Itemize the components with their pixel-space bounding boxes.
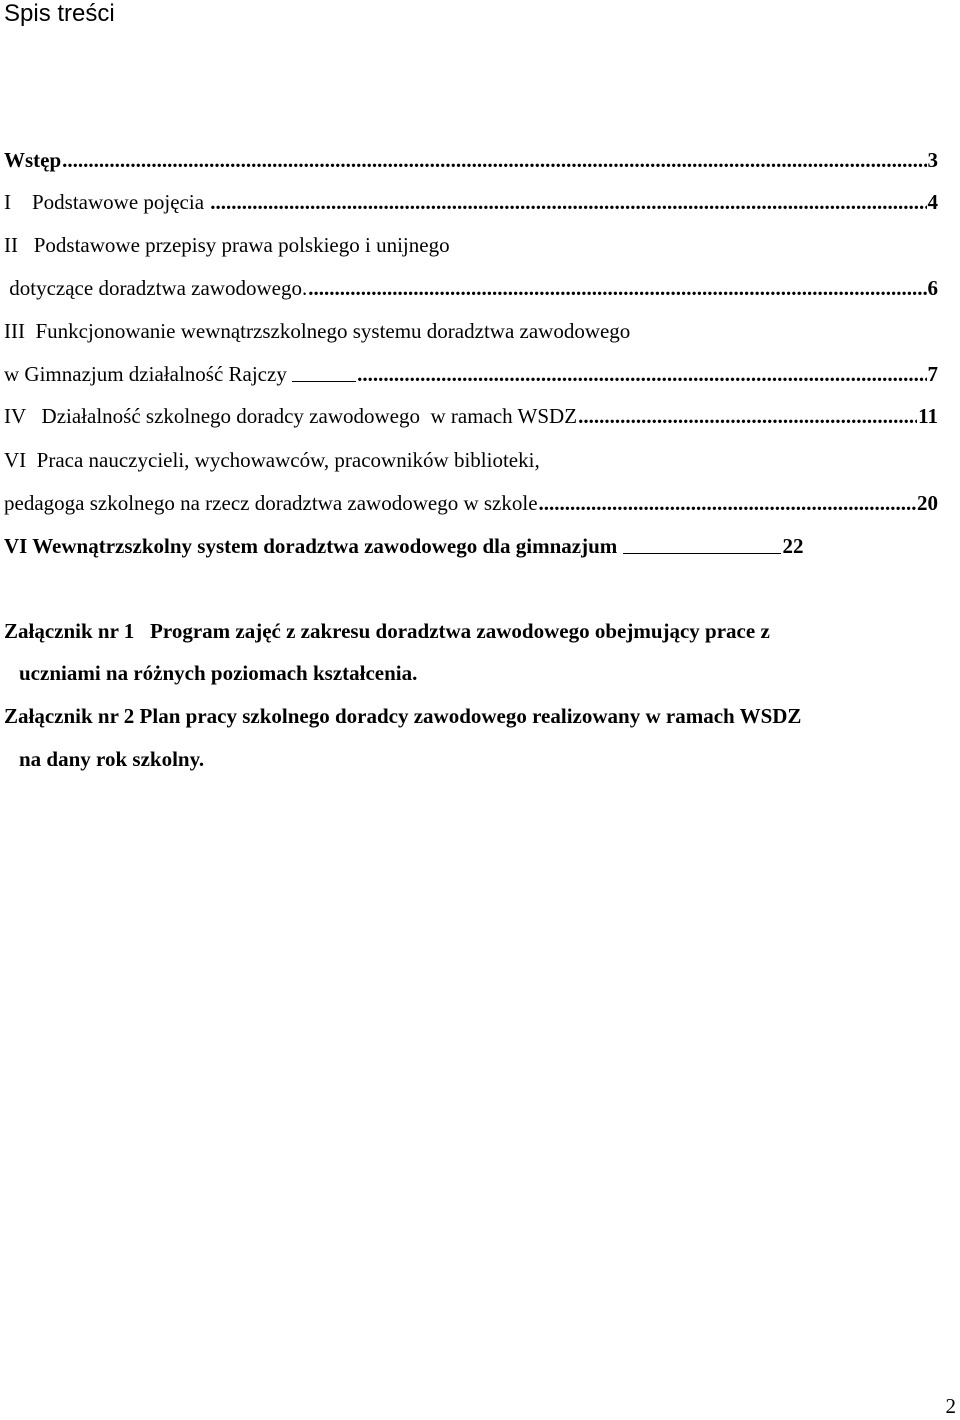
toc-underline-gap (623, 553, 781, 554)
toc-page-number: 7 (927, 362, 938, 386)
toc-page-number: 3 (927, 148, 938, 172)
appendix-2-line-2: na dany rok szkolny. (19, 747, 205, 771)
toc-entry-title: I Podstawowe pojęcia (4, 190, 210, 214)
appendix-1-line-2: uczniami na różnych poziomach kształcenia. (19, 661, 418, 685)
page-number: 2 (945, 1394, 956, 1418)
toc-entry-chapter-3-line-2[interactable] (4, 362, 938, 386)
toc-entry-chapter-6[interactable] (4, 534, 938, 558)
toc-entry-title: pedagoga szkolnego na rzecz doradztwa zawodowego w szkole (4, 491, 538, 515)
toc-page-number: 22 (782, 534, 804, 558)
toc-dot-leader (210, 190, 926, 214)
appendix-2-line-1: Załącznik nr 2 Plan pracy szkolnego doradcy zawodowego realizowany w ramach WSDZ (4, 704, 802, 728)
toc-entry-title: Wstęp (4, 148, 62, 172)
toc-entry-chapter-5-line-1[interactable]: VI Praca nauczycieli, wychowawców, pracowników biblioteki, (4, 448, 540, 472)
toc-page-number: 6 (927, 276, 938, 300)
toc-entry-chapter-3-line-1[interactable]: III Funkcjonowanie wewnątrzszkolnego systemu doradztwa zawodowego (4, 319, 631, 343)
appendix-1-line-1: Załącznik nr 1 Program zajęć z zakresu doradztwa zawodowego obejmujący prace z (4, 619, 770, 643)
toc-dot-leader (539, 491, 916, 515)
toc-entry-title: IV Działalność szkolnego doradcy zawodowego w ramach WSDZ (4, 404, 578, 428)
toc-page-number: 4 (927, 190, 938, 214)
toc-entry-chapter-2-line-2[interactable] (4, 276, 938, 300)
toc-entry-chapter-4[interactable] (4, 404, 938, 428)
toc-dot-leader (62, 148, 926, 172)
toc-entry-title: VI Wewnątrzszkolny system doradztwa zawodowego dla gimnazjum (4, 534, 623, 558)
toc-dot-leader (357, 362, 926, 386)
toc-entry-intro[interactable] (4, 148, 938, 172)
toc-dot-leader (308, 276, 926, 300)
toc-page-number: 20 (917, 491, 938, 515)
toc-entry-title: dotyczące doradztwa zawodowego. (4, 276, 308, 300)
toc-page-number: 11 (918, 404, 938, 428)
toc-entry-chapter-1[interactable] (4, 190, 938, 214)
toc-underline-gap (292, 381, 356, 382)
toc-dot-leader (578, 404, 917, 428)
toc-entry-chapter-5-line-2[interactable] (4, 491, 938, 515)
toc-entry-chapter-2-line-1[interactable]: II Podstawowe przepisy prawa polskiego i unijnego (4, 233, 450, 257)
toc-entry-title: w Gimnazjum działalność Rajczy (4, 362, 293, 386)
toc-heading: Spis treści (4, 0, 115, 27)
